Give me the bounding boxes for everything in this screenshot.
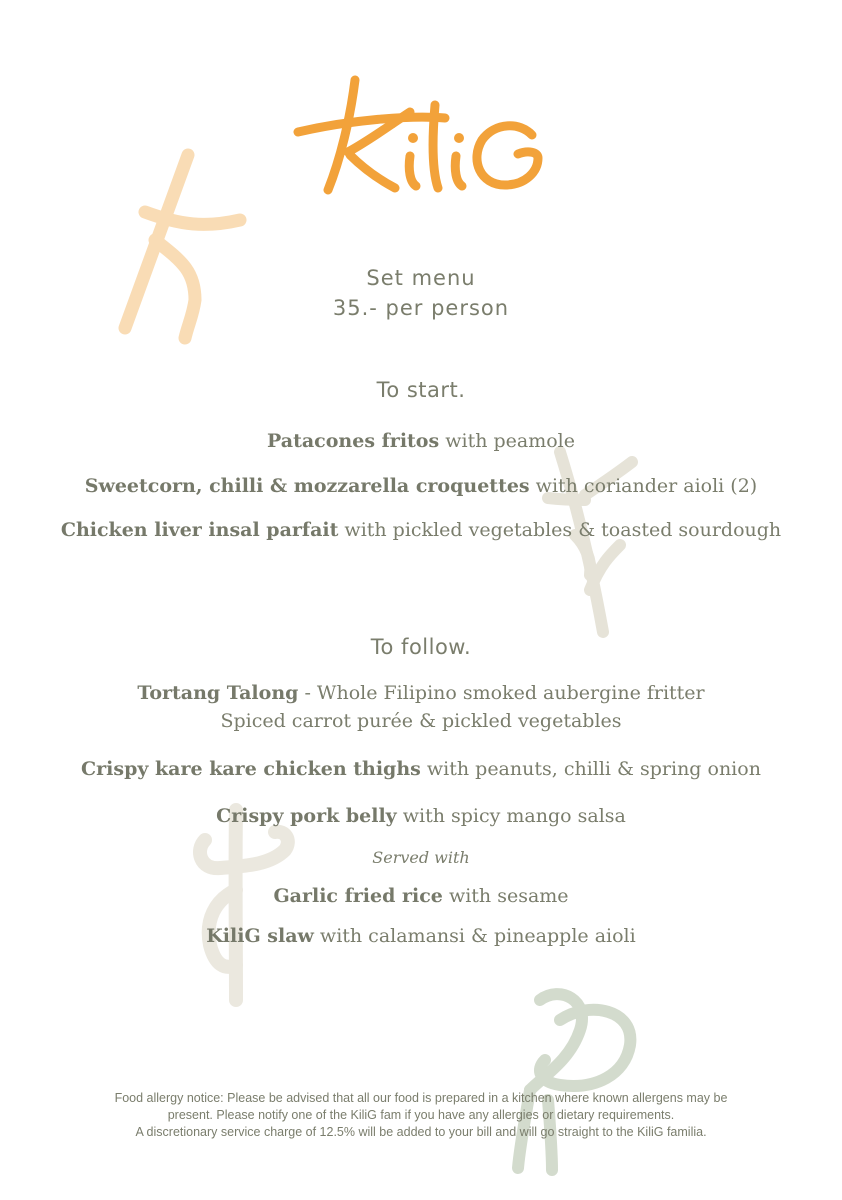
menu-item — [0, 475, 842, 497]
dish-name: Crispy pork belly — [216, 805, 397, 827]
menu-item — [0, 758, 842, 780]
dish-description: with coriander aioli (2) — [529, 475, 758, 497]
kilig-wordmark-icon — [270, 60, 570, 210]
served-with-label: Served with — [372, 848, 470, 867]
dish-description: with pickled vegetables & toasted sourdough — [338, 519, 782, 541]
dish-description: - Whole Filipino smoked aubergine fritter — [298, 682, 705, 704]
dish-description: with peanuts, chilli & spring onion — [420, 758, 761, 780]
side-name: Garlic fried rice — [273, 885, 443, 907]
side-description: with calamansi & pineapple aioli — [313, 925, 636, 947]
set-menu-price: 35.- per person — [332, 296, 510, 320]
kilig-logo — [270, 60, 570, 210]
side-description: with sesame — [442, 885, 569, 907]
dish-description: with peamole — [439, 430, 575, 452]
section-heading-follow: To follow. — [370, 635, 472, 659]
dish-name: Tortang Talong — [137, 682, 299, 704]
allergy-notice — [60, 1090, 782, 1141]
set-menu-title: Set menu — [366, 266, 476, 290]
dish-name: Crispy kare kare chicken thighs — [81, 758, 421, 780]
allergy-notice-line: present. Please notify one of the KiliG fam if you have any allergies or dietary requirements. — [167, 1108, 675, 1122]
dish-name: Chicken liver insal parfait — [60, 519, 339, 541]
sage-glyph-icon — [518, 994, 630, 1170]
service-charge-notice: A discretionary service charge of 12.5% will be added to your bill and will go straight to the KiliG familia. — [135, 1125, 707, 1139]
menu-item — [0, 430, 842, 452]
menu-item — [0, 805, 842, 827]
dish-description-line2: Spiced carrot purée & pickled vegetables — [220, 710, 622, 732]
menu-item — [0, 519, 842, 541]
side-name: KiliG slaw — [206, 925, 314, 947]
side-item — [0, 925, 842, 947]
section-heading-start: To start. — [376, 378, 466, 402]
allergy-notice-line: Food allergy notice: Please be advised that all our food is prepared in a kitchen where known allergens may be — [114, 1091, 728, 1105]
dish-description: with spicy mango salsa — [396, 805, 626, 827]
dish-name: Patacones fritos — [267, 430, 440, 452]
side-item — [0, 885, 842, 907]
dish-name: Sweetcorn, chilli & mozzarella croquettes — [84, 475, 530, 497]
menu-item — [0, 682, 842, 704]
